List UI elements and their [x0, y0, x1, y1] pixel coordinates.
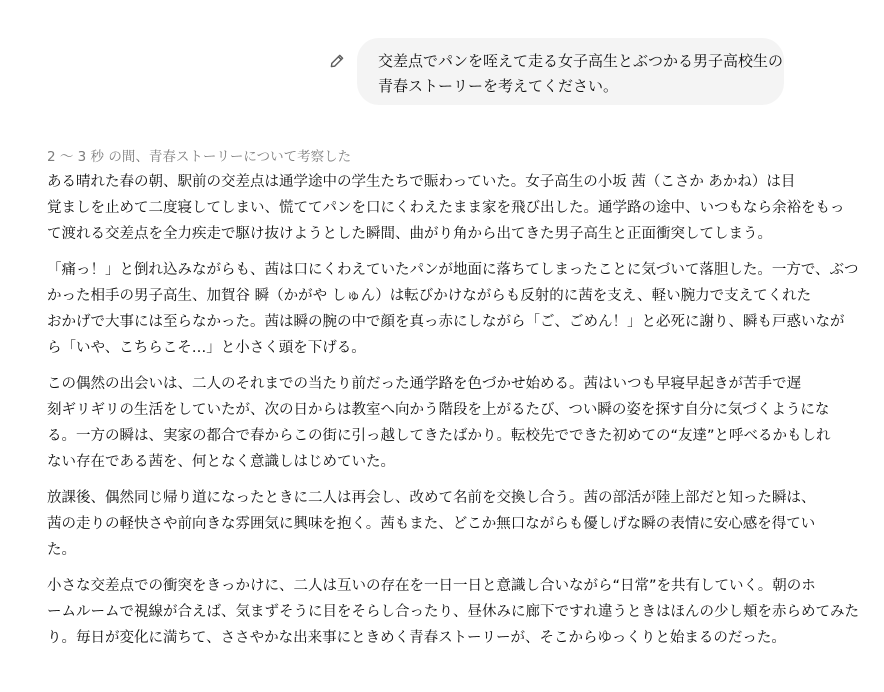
- story-paragraph: [47, 485, 837, 563]
- paragraph-line: ームルームで視線が合えば、気まずそうに目をそらし合ったり、昼休みに廊下ですれ違うときはほんの少し頬を赤らめてみた: [47, 604, 859, 620]
- paragraph-line: 覚ましを止めて二度寝してしまい、慌ててパンを口にくわえたまま家を飛び出した。通学路の途中、いつもなら余裕をもっ: [47, 200, 845, 216]
- paragraph-line: かった相手の男子高生、加賀谷 瞬（かがや しゅん）は転びかけながらも反射的に茜を支え、軽い腕力で支えてくれた: [47, 288, 812, 304]
- user-message-bubble: [357, 38, 784, 105]
- user-message-line: 交差点でパンを咥えて走る女子高生とぶつかる男子高校生の: [378, 52, 784, 70]
- paragraph-line: り。毎日が変化に満ちて、ささやかな出来事にときめく青春ストーリーが、そこからゆっくりと始まるのだった。: [47, 630, 786, 646]
- paragraph-line: て渡れる交差点を全力疾走で駆け抜けようとした瞬間、曲がり角から出てきた男子高生と正面衝突してしまう。: [47, 226, 772, 242]
- paragraph-line: 放課後、偶然同じ帰り道になったときに二人は再会し、改めて名前を交換し合う。茜の部活が陸上部だと知った瞬は、: [47, 490, 816, 506]
- reasoning-summary-toggle[interactable]: 2 〜 3 秒 の間、青春ストーリーについて考察した: [47, 149, 352, 165]
- paragraph-line: この偶然の出会いは、二人のそれまでの当たり前だった通学路を色づかせ始める。茜はいつも早寝早起きが苦手で遅: [47, 376, 801, 392]
- story-paragraph: [47, 573, 859, 651]
- paragraph-line: 小さな交差点での衝突をきっかけに、二人は互いの存在を一日一日と意識し合いながら“日常”を共有していく。朝のホ: [47, 578, 816, 594]
- story-paragraph: [47, 169, 845, 247]
- paragraph-line: ら「いや、こちらこそ…」と小さく頭を下げる。: [47, 340, 366, 356]
- paragraph-line: 「痛っ！」と倒れ込みながらも、茜は口にくわえていたパンが地面に落ちてしまったことに気づいて落胆した。一方で、ぶつ: [47, 262, 859, 278]
- story-paragraph: [47, 257, 859, 361]
- paragraph-line: 茜の走りの軽快さや前向きな雰囲気に興味を抱く。茜もまた、どこか無口ながらも優しげな瞬の表情に安心感を得てい: [47, 516, 816, 532]
- edit-message-button[interactable]: [326, 50, 348, 72]
- paragraph-line: おかげで大事には至らなかった。茜は瞬の腕の中で顔を真っ赤にしながら「ご、ごめん！」と必死に謝り、瞬も戸惑いなが: [47, 314, 845, 330]
- pencil-icon: [329, 53, 345, 69]
- paragraph-line: 刻ギリギリの生活をしていたが、次の日からは教室へ向かう階段を上がるたび、つい瞬の姿を探す自分に気づくようにな: [47, 402, 830, 418]
- paragraph-line: る。一方の瞬は、実家の都合で春からこの街に引っ越してきたばかり。転校先でできた初めての“友達”と呼べるかもしれ: [47, 428, 831, 444]
- assistant-message: [47, 146, 859, 651]
- story-paragraph: [47, 371, 837, 475]
- user-message-line: 青春ストーリーを考えてください。: [378, 77, 619, 95]
- paragraph-line: た。: [47, 542, 76, 558]
- paragraph-line: ある晴れた春の朝、駅前の交差点は通学途中の学生たちで賑わっていた。女子高生の小坂 茜（こさか あかね）は目: [47, 174, 796, 190]
- paragraph-line: ない存在である茜を、何となく意識しはじめていた。: [47, 454, 395, 470]
